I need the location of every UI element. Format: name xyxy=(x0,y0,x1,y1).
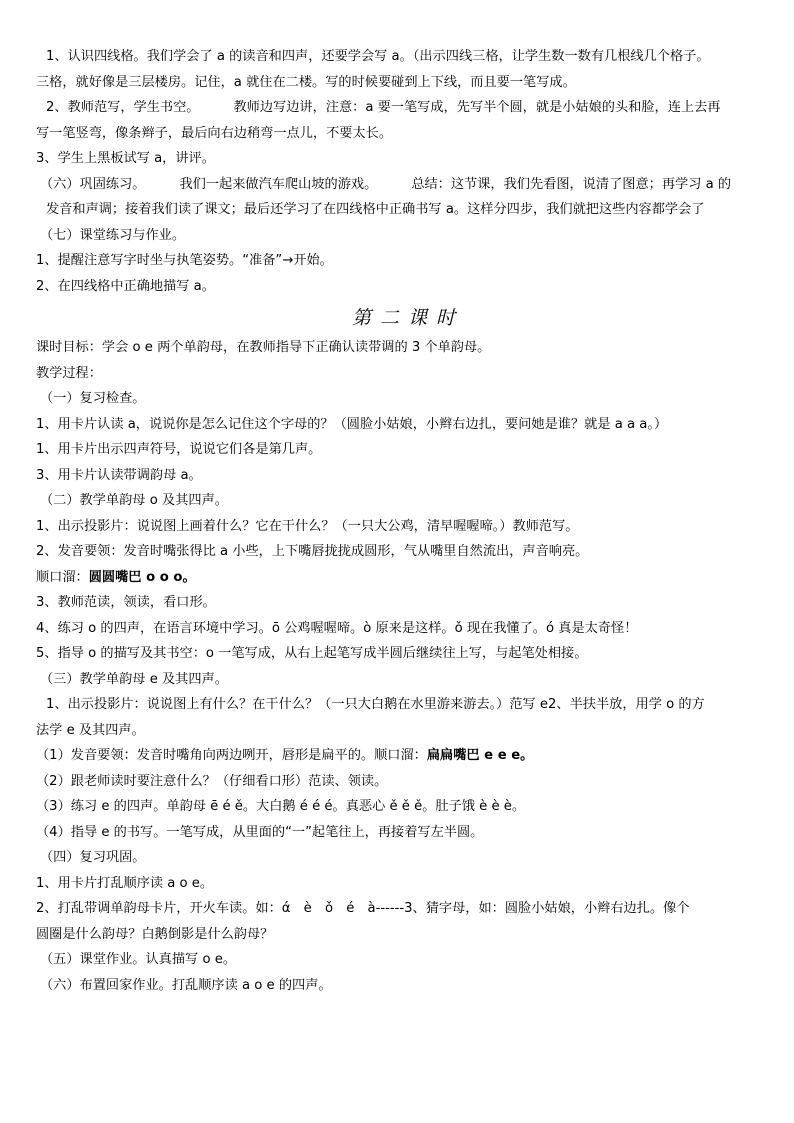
text-span: 总结：这节课，我们先看图，说清了图意；再学习 a 的 xyxy=(411,176,732,192)
paragraph: 1、认识四线格。我们学会了 a 的读音和四声，还要学会写 a。（出示四线三格，让学生数一数有几根线几个格子。 xyxy=(46,49,710,64)
paragraph: （2）跟老师读时要注意什么？（仔细看口形）范读、领读。 xyxy=(36,773,388,789)
section-heading: （五）课堂作业。认真描写 o e。 xyxy=(40,952,237,967)
paragraph: （七）课堂练习与作业。 xyxy=(40,227,186,243)
rhyme-text: 扁扁嘴巴 e e e。 xyxy=(426,748,534,763)
paragraph: 写一笔竖弯，像条辫子，最后向右边稍弯一点儿，不要太长。 xyxy=(36,125,393,141)
paragraph: 4、练习 o 的四声，在语言环境中学习。ō 公鸡喔喔啼。ò 原来是这样。ǒ 现在我懂了。ó 真是太奇怪！ xyxy=(36,620,638,636)
paragraph: 法学 e 及其四声。 xyxy=(36,722,145,738)
rhyme-text: 圆圆嘴巴 o o o。 xyxy=(88,569,196,585)
section-heading: （四）复习巩固。 xyxy=(40,850,146,865)
text-span: 2、教师范写，学生书空。 xyxy=(46,100,200,115)
paragraph: 1、出示投影片：说说图上画着什么？它在干什么？（一只大公鸡，清早喔喔啼。）教师范写。 xyxy=(36,518,579,534)
paragraph xyxy=(36,565,760,591)
process-heading: 教学过程： xyxy=(36,365,102,381)
paragraph: 2、打乱带调单韵母卡片，开火车读。如：ά è ǒ é à------3、猜字母，如：圆脸小姑娘，小辫右边扎。像个 xyxy=(36,901,690,916)
paragraph: 3、教师范读，领读，看口形。 xyxy=(36,595,216,610)
lesson-goal: 课时目标：学会 o e 两个单韵母，在教师指导下正确认读带调的 3 个单韵母。 xyxy=(36,340,491,355)
paragraph: 1、提醒注意写字时坐与执笔姿势。“准备”→开始。 xyxy=(36,253,333,268)
text-span: 教师边写边讲，注意：a 要一笔写成，先写半个圆，就是小姑娘的头和脸，连上去再 xyxy=(233,100,721,115)
paragraph: 5、指导 o 的描写及其书空：o 一笔写成，从右上起笔写成半圆后继续往上写，与起笔处相接。 xyxy=(36,646,588,661)
paragraph: 3、学生上黑板试写 a，讲评。 xyxy=(36,151,215,166)
paragraph: （4）指导 e 的书写。一笔写成，从里面的“一”起笔往上，再接着写左半圆。 xyxy=(36,824,484,840)
section-title: 第二课时 xyxy=(351,307,464,329)
paragraph: 三格，就好像是三层楼房。记住，a 就住在二楼。写的时候要碰到上下线，而且要一笔写成。 xyxy=(36,74,576,90)
section-heading: （二）教学单韵母 o 及其四声。 xyxy=(40,493,228,508)
paragraph xyxy=(36,172,760,198)
section-heading: （六）布置回家作业。打乱顺序读 a o e 的四声。 xyxy=(40,977,332,993)
paragraph: 1、用卡片打乱顺序读 a o e。 xyxy=(36,875,214,891)
paragraph: 1、用卡片认读 a，说说你是怎么记住这个字母的？（圆脸小姑娘，小辫右边扎，要问她是谁？就是 a a a。） xyxy=(36,416,668,432)
section-heading: （一）复习检查。 xyxy=(40,391,146,406)
paragraph: 3、用卡片认读带调韵母 a。 xyxy=(36,467,202,483)
paragraph xyxy=(36,743,760,769)
paragraph xyxy=(36,95,760,121)
paragraph: 圆圈是什么韵母？白鹅倒影是什么韵母？ xyxy=(36,926,274,942)
paragraph: 2、发音要领：发音时嘴张得比 a 小些，上下嘴唇拢拢成圆形，气从嘴里自然流出，声音响亮。 xyxy=(36,544,589,559)
document-page xyxy=(36,44,760,998)
paragraph: 发音和声调；接着我们读了课文；最后还学习了在四线格中正确书写 a。这样分四步，我们就把这些内容都学会了 xyxy=(46,202,705,217)
rhyme-label: 顺口溜： xyxy=(36,569,89,585)
paragraph: （3）练习 e 的四声。单韵母 ē é ě。大白鹅 é é é。真恶心 ě ě ě。肚子饿 è è è。 xyxy=(36,799,526,814)
paragraph: 2、在四线格中正确地描写 a。 xyxy=(36,278,215,294)
section-heading: （三）教学单韵母 e 及其四声。 xyxy=(40,671,228,687)
text-span: 我们一起来做汽车爬山坡的游戏。 xyxy=(179,176,378,192)
paragraph: 1、用卡片出示四声符号，说说它们各是第几声。 xyxy=(36,442,322,457)
text-span: （1）发音要领：发音时嘴角向两边咧开，唇形是扁平的。顺口溜： xyxy=(36,748,427,763)
paragraph: 1、出示投影片：说说图上有什么？在干什么？（一只大白鹅在水里游来游去。）范写 e2、半扶半放，用学 o 的方 xyxy=(46,697,705,712)
text-span: （六）巩固练习。 xyxy=(40,176,146,192)
